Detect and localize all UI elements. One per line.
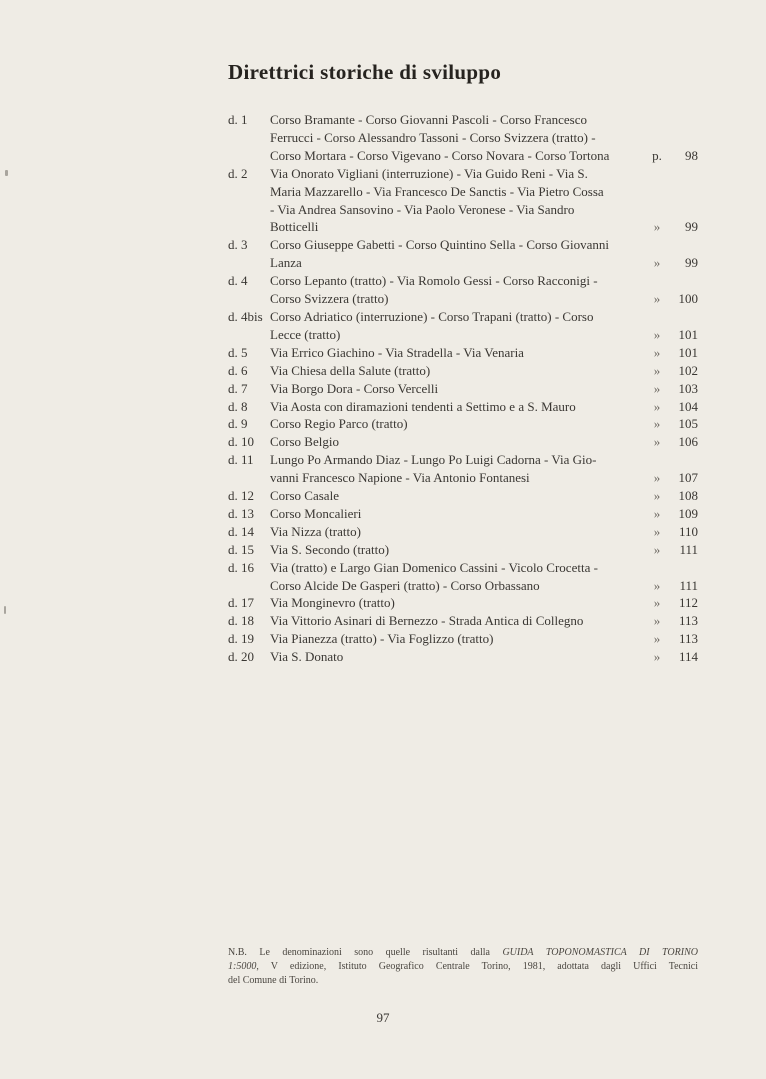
entry-code: d. 13: [228, 505, 254, 521]
toc-entry: [228, 362, 698, 380]
entry-street-line: Lungo Po Armando Diaz - Lungo Po Luigi Cadorna - Via Gio-: [270, 452, 597, 468]
toc-entry: [228, 308, 698, 344]
page-prefix: »: [653, 326, 661, 342]
page-prefix: »: [653, 470, 661, 486]
entry-streets: [270, 505, 642, 523]
toc-entry: [228, 523, 698, 541]
toc-entry: [228, 398, 698, 416]
entry-page-ref: [642, 487, 698, 505]
page-prefix: »: [653, 649, 661, 665]
entry-page-ref: [642, 630, 698, 648]
entry-code: d. 6: [228, 362, 248, 378]
margin-mark: [4, 606, 6, 614]
entry-code: d. 17: [228, 595, 254, 611]
toc-entry: [228, 165, 698, 237]
entry-street-line: Corso Giuseppe Gabetti - Corso Quintino Sella - Corso Giovanni: [270, 237, 610, 253]
entry-code: d. 20: [228, 649, 254, 665]
toc-entry: [228, 612, 698, 630]
toc-entry: [228, 111, 698, 165]
page-ref-number: 109: [678, 505, 698, 521]
entry-street-line: Maria Mazzarello - Via Francesco De Sanctis - Via Pietro Cossa: [270, 183, 604, 199]
entry-streets: [270, 272, 642, 308]
entry-code: d. 4: [228, 273, 248, 289]
toc-entry: [228, 272, 698, 308]
entry-streets: [270, 362, 642, 380]
entry-street-line: Corso Lepanto (tratto) - Via Romolo Gessi - Corso Racconigi -: [270, 273, 598, 289]
toc-entry: [228, 487, 698, 505]
entry-page-ref: [642, 541, 698, 559]
entry-code: d. 1: [228, 112, 248, 127]
page-ref-number: 111: [679, 541, 698, 557]
page-ref-number: 110: [678, 523, 698, 539]
entry-code: d. 2: [228, 165, 248, 181]
page-title: Direttrici storiche di sviluppo: [228, 60, 502, 84]
page-ref-number: 103: [678, 380, 698, 396]
page-ref-number: 98: [685, 147, 698, 163]
entry-streets: [270, 648, 642, 666]
entry-page-ref: [642, 344, 698, 362]
entry-street-line: Via Onorato Vigliani (interruzione) - Via Guido Reni - Via S.: [270, 165, 588, 181]
toc-entry: [228, 505, 698, 523]
page-ref-number: 113: [678, 613, 698, 629]
entry-code: d. 11: [228, 452, 254, 468]
entry-code: d. 10: [228, 434, 254, 450]
toc-entry: [228, 648, 698, 666]
entry-code: d. 9: [228, 416, 248, 432]
entry-street-line: Corso Mortara - Corso Vigevano - Corso Novara - Corso Tortona: [270, 147, 610, 163]
entry-streets: [270, 415, 642, 433]
margin-mark: [5, 170, 8, 176]
entry-street-line: Corso Moncalieri: [270, 505, 362, 521]
entry-street-line: Ferrucci - Corso Alessandro Tassoni - Corso Svizzera (tratto) -: [270, 129, 596, 145]
entry-page-ref: [642, 236, 698, 272]
page-prefix: »: [653, 344, 661, 360]
page-ref-number: 106: [678, 434, 698, 450]
entry-streets: [270, 541, 642, 559]
footnote-edition: , V edizione, Istituto Geografico Centrale Torino, 1981, adottata dagli Uffici Tecnici: [256, 961, 698, 972]
entry-code: d. 4bis: [228, 308, 263, 324]
entry-street-line: Lanza: [270, 255, 302, 271]
entry-streets: [270, 308, 642, 344]
page-ref-number: 107: [678, 470, 698, 486]
page-prefix: »: [653, 631, 661, 647]
page-prefix: »: [653, 505, 661, 521]
entry-streets: [270, 165, 642, 237]
entry-page-ref: [642, 398, 698, 416]
entry-page-ref: [642, 594, 698, 612]
entry-street-line: Corso Adriatico (interruzione) - Corso Trapani (tratto) - Corso: [270, 308, 594, 324]
page-ref-number: 99: [685, 219, 698, 235]
page-ref-number: 111: [679, 577, 698, 593]
entry-page-ref: [642, 272, 698, 308]
entry-street-line: Corso Casale: [270, 488, 339, 504]
entry-streets: [270, 630, 642, 648]
entry-streets: [270, 559, 642, 595]
page-prefix: p.: [652, 147, 662, 163]
entry-street-line: Via (tratto) e Largo Gian Domenico Cassini - Vicolo Crocetta -: [270, 559, 598, 575]
entry-street-line: Via Borgo Dora - Corso Vercelli: [270, 380, 439, 396]
entry-street-line: Lecce (tratto): [270, 326, 341, 342]
entry-street-line: Botticelli: [270, 219, 319, 235]
entry-page-ref: [642, 559, 698, 595]
page-prefix: »: [653, 362, 661, 378]
page-prefix: »: [653, 613, 661, 629]
entry-page-ref: [642, 612, 698, 630]
toc-entry: [228, 594, 698, 612]
page-ref-number: 108: [678, 488, 698, 504]
entry-streets: [270, 236, 642, 272]
entry-street-line: Corso Bramante - Corso Giovanni Pascoli - Corso Francesco: [270, 112, 588, 127]
table-of-contents: [228, 111, 698, 666]
entry-page-ref: [642, 362, 698, 380]
page-prefix: »: [653, 577, 661, 593]
entry-street-line: Corso Belgio: [270, 434, 339, 450]
entry-streets: [270, 523, 642, 541]
entry-page-ref: [642, 451, 698, 487]
entry-street-line: Corso Regio Parco (tratto): [270, 416, 408, 432]
page-ref-number: 104: [678, 398, 698, 414]
page-number: 97: [376, 1010, 390, 1025]
footnote-scale: 1:5000: [228, 961, 257, 972]
entry-street-line: Via Errico Giachino - Via Stradella - Via Venaria: [270, 344, 524, 360]
entry-street-line: Corso Svizzera (tratto): [270, 291, 389, 307]
page-ref-number: 113: [678, 631, 698, 647]
footnote-line-3: del Comune di Torino.: [228, 975, 319, 986]
toc-entry: [228, 433, 698, 451]
footnote-line-2: [228, 960, 698, 974]
page-prefix: »: [653, 595, 661, 611]
entry-page-ref: [642, 505, 698, 523]
entry-code: d. 15: [228, 541, 254, 557]
entry-page-ref: [642, 111, 698, 165]
entry-street-line: Via Nizza (tratto): [270, 523, 361, 539]
entry-page-ref: [642, 165, 698, 237]
page-ref-number: 114: [678, 649, 698, 665]
entry-streets: [270, 487, 642, 505]
toc-entry: [228, 630, 698, 648]
entry-code: d. 7: [228, 380, 248, 396]
entry-street-line: vanni Francesco Napione - Via Antonio Fontanesi: [270, 470, 530, 486]
page-prefix: »: [653, 523, 661, 539]
entry-page-ref: [642, 380, 698, 398]
entry-page-ref: [642, 415, 698, 433]
page-prefix: »: [653, 291, 661, 307]
toc-entry: [228, 380, 698, 398]
entry-code: d. 3: [228, 237, 248, 253]
page-prefix: »: [653, 380, 661, 396]
entry-street-line: Via S. Donato: [270, 649, 344, 665]
footnote: [228, 946, 698, 988]
entry-streets: [270, 380, 642, 398]
toc-entry: [228, 541, 698, 559]
page-prefix: »: [653, 541, 661, 557]
entry-streets: [270, 111, 642, 165]
entry-code: d. 14: [228, 523, 254, 539]
entry-streets: [270, 451, 642, 487]
page-prefix: »: [653, 398, 661, 414]
footnote-guide-title: GUIDA TOPONOMASTICA DI TORINO: [502, 947, 698, 958]
page-ref-number: 101: [678, 326, 698, 342]
entry-page-ref: [642, 308, 698, 344]
toc-entry: [228, 415, 698, 433]
page-prefix: »: [653, 434, 661, 450]
footnote-lead: N.B. Le denominazioni sono quelle risultanti dalla: [228, 947, 503, 958]
page-prefix: »: [653, 255, 661, 271]
toc-entry: [228, 559, 698, 595]
entry-street-line: Via Chiesa della Salute (tratto): [270, 362, 431, 378]
page-ref-number: 102: [678, 362, 698, 378]
entry-streets: [270, 433, 642, 451]
entry-page-ref: [642, 648, 698, 666]
entry-page-ref: [642, 433, 698, 451]
entry-code: d. 12: [228, 488, 254, 504]
entry-street-line: Corso Alcide De Gasperi (tratto) - Corso Orbassano: [270, 577, 540, 593]
page-ref-number: 112: [678, 595, 698, 611]
entry-streets: [270, 594, 642, 612]
entry-code: d. 18: [228, 613, 254, 629]
page-prefix: »: [653, 416, 661, 432]
entry-street-line: Via Monginevro (tratto): [270, 595, 395, 611]
entry-page-ref: [642, 523, 698, 541]
toc-entry: [228, 236, 698, 272]
entry-streets: [270, 398, 642, 416]
page-ref-number: 99: [685, 255, 698, 271]
page-ref-number: 100: [678, 291, 698, 307]
footnote-line-1: [228, 946, 698, 960]
entry-street-line: - Via Andrea Sansovino - Via Paolo Veronese - Via Sandro: [270, 201, 575, 217]
entry-street-line: Via Aosta con diramazioni tendenti a Settimo e a S. Mauro: [270, 398, 576, 414]
entry-code: d. 5: [228, 344, 248, 360]
page-ref-number: 101: [678, 344, 698, 360]
entry-code: d. 8: [228, 398, 248, 414]
toc-entry: [228, 451, 698, 487]
page-prefix: »: [653, 488, 661, 504]
entry-street-line: Via Pianezza (tratto) - Via Foglizzo (tratto): [270, 631, 494, 647]
entry-streets: [270, 612, 642, 630]
toc-entry: [228, 344, 698, 362]
entry-code: d. 16: [228, 559, 254, 575]
entry-street-line: Via S. Secondo (tratto): [270, 541, 390, 557]
entry-street-line: Via Vittorio Asinari di Bernezzo - Strada Antica di Collegno: [270, 613, 584, 629]
page-prefix: »: [653, 219, 661, 235]
entry-streets: [270, 344, 642, 362]
page-ref-number: 105: [678, 416, 698, 432]
entry-code: d. 19: [228, 631, 254, 647]
